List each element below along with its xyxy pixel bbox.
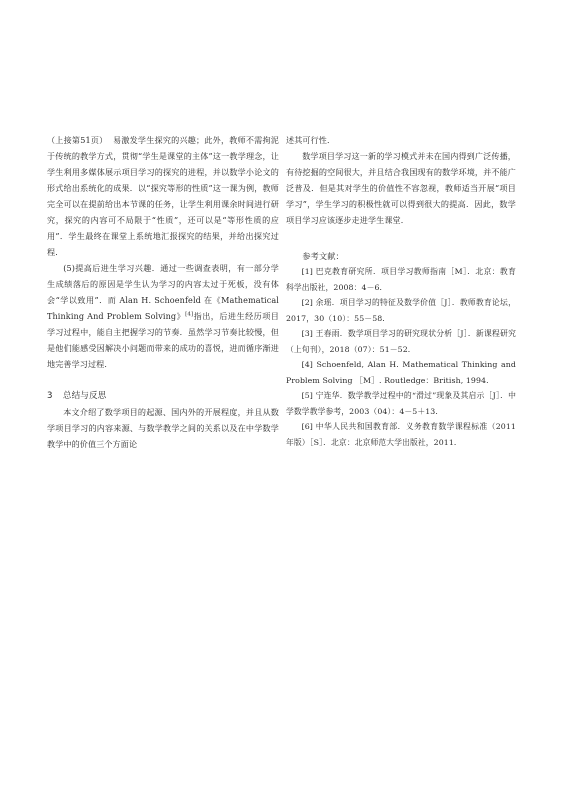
citation-marker: [4] [185, 311, 194, 318]
reference-item: [1] 巴克教育研究所．项目学习教师指南［M］．北京：教育科学出版社，2008：4－6． [286, 267, 516, 292]
paragraph-text: 易激发学生探究的兴趣；此外，教师不需拘泥于传统的教学方式，贯彻“学生是课堂的主体”这一教学理念，让学生利用多媒体展示项目学习的探究的进程，并以数学小论文的形式给出系统化的成果．以“探究等形的性质”这一课为例，教师完全可以在提前给出本节课的任务，让学生利用课余时间进行研究，探究的内容可不局限于“性质”，还可以是“等形性质的应用”．学生最终在课堂上系统地汇报探究的结果，并给出探究过程． [47, 135, 279, 257]
reference-list [286, 264, 516, 450]
body-paragraph-late-learners [47, 260, 279, 372]
body-paragraph-continued [47, 132, 279, 260]
paragraph-text: (5)提高后进生学习兴趣．通过一些调查表明，有一部分学生成绩落后的原因是学生认为学习的内容太过于死板，没有体会“学以致用”．而 Alan H. Schoenfeld 在《Mathematical Thinking And Problem Solving》 [47, 263, 279, 321]
continuation-note: （上接第51页） [47, 135, 108, 145]
references-title: 参考文献： [302, 251, 344, 261]
section-title: 总结与反思 [62, 391, 107, 401]
reference-item: [3] 王春雨．数学项目学习的研究现状分析［J］．新课程研究（上旬刊），2018（07）：51－52． [286, 329, 516, 354]
reference-item: [6] 中华人民共和国教育部．义务教育数学课程标准（2011年版）［S］．北京：北京师范大学出版社，2011． [286, 422, 516, 447]
left-column [47, 132, 279, 452]
body-paragraph-summary: 本文介绍了数学项目的起源、国内外的开展程度，并且从数学项目学习的内容来源、与数学教学之间的关系以及在中学数学教学中的价值三个方面论 [47, 407, 279, 449]
section-heading [47, 388, 279, 404]
reference-item: [5] 宁连华．数学教学过程中的“滑过”现象及其启示［J］．中学数学教学参考，2003（04）：4－5＋13． [286, 391, 516, 416]
right-column [286, 132, 516, 450]
reference-item: [2] 余瑶．项目学习的特征及数学价值［J］．教师教育论坛，2017，30（10）：55－58． [286, 298, 516, 323]
reference-item: [4] Schoenfeld, Alan H. Mathematical Thinking and Problem Solving ［M］. Routledge：British, 1994. [286, 360, 516, 385]
body-paragraph-summary-end: 述其可行性． [286, 135, 336, 145]
body-paragraph-outlook: 数学项目学习这一新的学习模式并未在国内得到广泛传播，有待挖掘的空间很大，并且结合我国现有的数学环境，并不能广泛普及．但是其对学生的价值性不容忽视，教师适当开展“项目学习”，学生学习的积极性就可以得到很大的提高．因此，数学项目学习应该逐步走进学生课堂． [286, 151, 516, 225]
section-number: 3 [47, 391, 53, 401]
paragraph-text-rest: 指出，后进生经历项目学习过程中，能自主把握学习的节奏．虽然学习节奏比较慢，但是他们能感受因解决小问题而带来的成功的喜悦，进而循序渐进地完善学习过程． [47, 311, 279, 369]
